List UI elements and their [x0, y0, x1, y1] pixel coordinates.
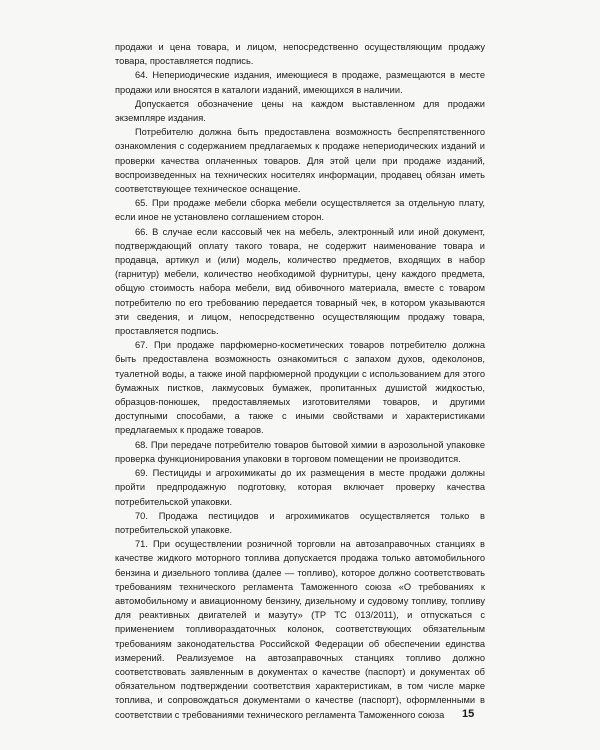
paragraph-item-65: 65. При продаже мебели сборка мебели осуществляется за отдельную плату, если иное не установлено соглашением сторон.	[115, 198, 485, 223]
paragraph-item-68: 68. При передаче потребителю товаров бытовой химии в аэрозольной упаковке проверка функционирования упаковки в торговом помещении не производится.	[115, 439, 485, 464]
paragraph-item-69: 69. Пестициды и агрохимикаты до их размещения в месте продажи должны пройти предпродажную подготовку, которая включает проверку качества потребительской упаковки.	[115, 468, 485, 507]
paragraph-item-64: 64. Непериодические издания, имеющиеся в продаже, размещаются в месте продажи или вносятся в каталоги изданий, имеющихся в наличии.	[115, 70, 485, 95]
paragraph-item-71: 71. При осуществлении розничной торговли на автозаправочных станциях в качестве жидкого моторного топлива допускается продажа только автомобильного бензина и дизельного топлива (далее — топливо), которое должно соответствовать требованиям технического регламента Таможенного союза «О требованиях к автомобильному и авиационному бензину, дизельному и судовому топливу, топливу для реактивных двигателей и мазуту» (ТР ТС 013/2011), и отпускаться с применением топливораздаточных колонок, соответствующих обязательным требованиям законодательства Российской Федерации об обеспечении единства измерений. Реализуемое на автозаправочных станциях топливо должно соответствовать заявленным в документах о качестве (паспорт) и документах об обязательном подтверждении соответствия характеристикам, в том числе марке топлива, и сопровождаться документами о качестве (паспорт), оформленными в соответствии с требованиями технического регламента Таможенного союза	[115, 539, 485, 720]
paragraph-consumer-access: Потребителю должна быть предоставлена возможность беспрепятственного ознакомления с содержанием предлагаемых к продаже непериодических изданий и проверки качества оплаченных товаров. Для этой цели при продаже изданий, воспроизведенных на технических носителях информации, продавец обязан иметь соответствующее техническое оснащение.	[115, 127, 485, 195]
paragraph-item-70: 70. Продажа пестицидов и агрохимикатов осуществляется только в потребительской упаковке.	[115, 510, 485, 535]
paragraph-item-67: 67. При продаже парфюмерно-косметических товаров потребителю должна быть предоставлена возможность ознакомиться с запахом духов, одеколонов, туалетной воды, а также иной парфюмерной продукции с использованием для этого бумажных пистков, лакмусовых бумажек, пропитанных душистой жидкостью, образцов-понюшек, предоставляемых изготовителями товаров, и другими доступными способами, а также с иными свойствами и характеристиками предлагаемых к продаже товаров.	[115, 340, 485, 436]
paragraph-item-66: 66. В случае если кассовый чек на мебель, электронный или иной документ, подтверждающий оплату такого товара, не содержит наименование товара и продавца, артикул и (или) модель, количество предметов, входящих в набор (гарнитур) мебели, количество необходимой фурнитуры, цену каждого предмета, общую стоимость набора мебели, вид обивочного материала, вместе с товаром потребителю по его требованию передается товарный чек, в котором указываются эти сведения, и лицом, непосредственно осуществляющим продажу товара, проставляется подпись.	[115, 226, 485, 337]
document-body	[115, 40, 485, 722]
paragraph-continuation: продажи и цена товара, и лицом, непосредственно осуществляющим продажу товара, проставляется подпись.	[115, 42, 485, 67]
page-number: 15	[462, 708, 475, 720]
paragraph-price-note: Допускается обозначение цены на каждом выставленном для продажи экземпляре издания.	[115, 98, 485, 124]
